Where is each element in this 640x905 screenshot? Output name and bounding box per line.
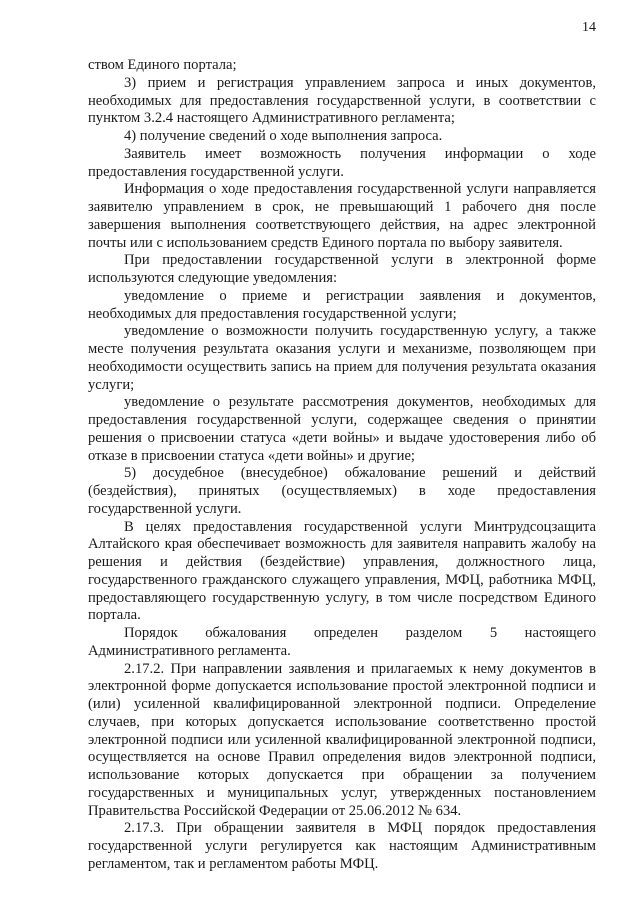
- paragraph-list-item-3: 3) прием и регистрация управлением запроса и иных документов, необходимых для предоставления государственной услуги, в соответствии с пунктом 3.2.4 настоящего Административного регламента;: [88, 74, 596, 127]
- paragraph-2-17-2: 2.17.2. При направлении заявления и прилагаемых к нему документов в электронной форме допускается использование простой электронной подписи и (или) усиленной квалифицированной электронной подписи. Определение случаев, при которых допускается использование соответственно простой электронной подписи или усиленной квалифицированной электронной подписи, осуществляется на основе Правил определения видов электронной подписи, использование которых допускается при обращении за получением государственных и муниципальных услуг, утвержденных постановлением Правительства Российской Федерации от 25.06.2012 № 634.: [88, 660, 596, 819]
- paragraph-notification-result: уведомление о результате рассмотрения документов, необходимых для предоставления государственной услуги, содержащее сведения о принятии решения о присвоении статуса «дети войны» и выдаче удостоверения либо об отказе в присвоении статуса «дети войны» и другие;: [88, 394, 596, 464]
- paragraph-notifications-intro: При предоставлении государственной услуги в электронной форме используются следующие уведомления:: [88, 252, 596, 286]
- paragraph-list-item-5: 5) досудебное (внесудебное) обжалование решений и действий (бездействия), принятых (осуществляемых) в ходе предоставления государственной услуги.: [88, 465, 596, 517]
- paragraph-notification-receipt: уведомление о приеме и регистрации заявления и документов, необходимых для предоставления государственной услуги;: [88, 287, 596, 322]
- paragraph-appeal-procedure: Порядок обжалования определен разделом 5 настоящего Административного регламента.: [88, 625, 596, 659]
- paragraph-notification-availability: уведомление о возможности получить государственную услугу, а также месте получения результата оказания услуги и механизме, позволяющем при необходимости осуществить запись на прием для получения результата оказания услуги;: [88, 323, 596, 393]
- paragraph-complaint: В целях предоставления государственной услуги Минтрудсоцзащита Алтайского края обеспечивает возможность для заявителя направить жалобу на решения и действия (бездействие) управления, должностного лица, государственного гражданского служащего управления, МФЦ, работника МФЦ, предоставляющего государственную услугу, в том числе посредством Единого портала.: [88, 518, 596, 624]
- document-body: [88, 57, 596, 874]
- paragraph-list-item-4: 4) получение сведений о ходе выполнения запроса.: [124, 128, 443, 144]
- paragraph-continuation: ством Единого портала;: [88, 57, 237, 73]
- paragraph-progress-info: Информация о ходе предоставления государственной услуги направляется заявителю управлением в срок, не превышающий 1 рабочего дня после завершения выполнения соответствующего действия, на адрес электронной почты или с использованием средств Единого портала по выбору заявителя.: [88, 181, 596, 251]
- paragraph-2-17-3: 2.17.3. При обращении заявителя в МФЦ порядок предоставления государственной услуги регулируется как настоящим Административным регламентом, так и регламентом работы МФЦ.: [88, 820, 596, 872]
- paragraph-applicant-info: Заявитель имеет возможность получения информации о ходе предоставления государственной услуги.: [88, 145, 596, 180]
- page-number: 14: [582, 20, 596, 35]
